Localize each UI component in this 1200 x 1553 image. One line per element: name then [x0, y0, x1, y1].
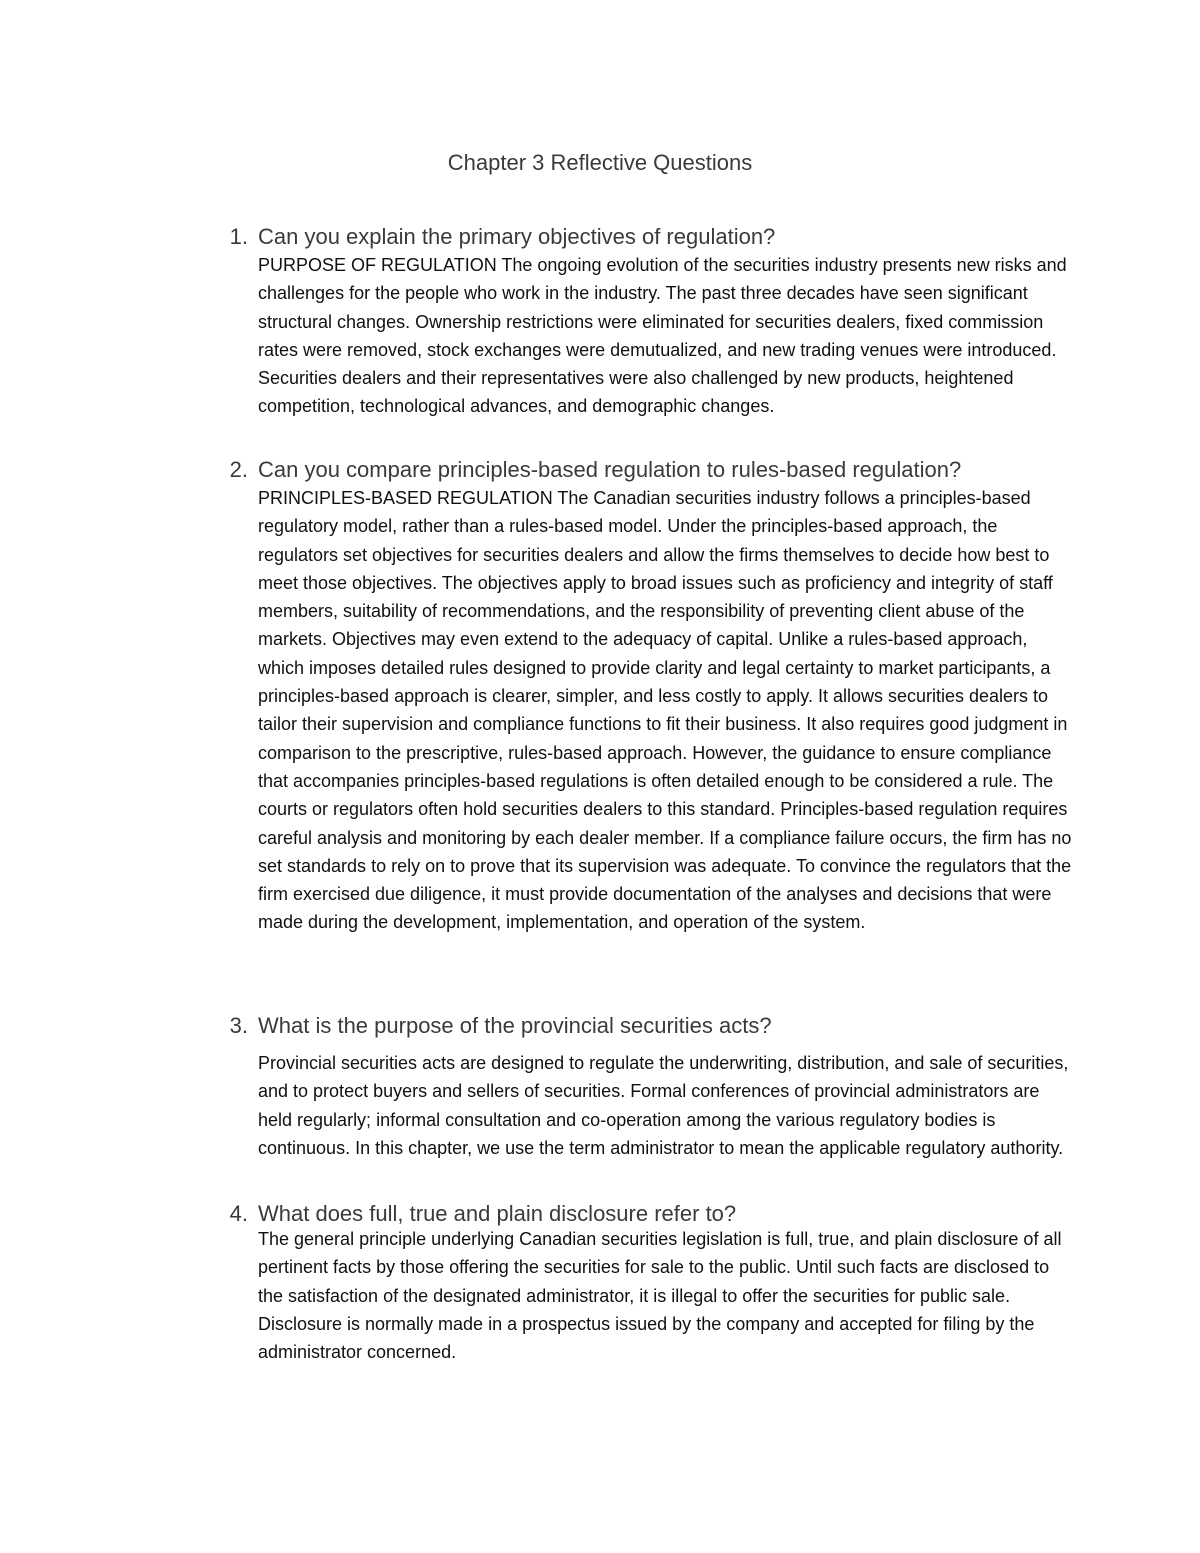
answer-text: PRINCIPLES-BASED REGULATION The Canadian securities industry follows a principles-based regulatory model, rather than a rules-based model. Under the principles-based approach, the regulators set objectives for securities dealers and allow the firms themselves to decide how best to meet those objectives. The objectives apply to broad issues such as proficiency and integrity of staff members, suitability of recommendations, and the responsibility of preventing client abuse of the markets. Objectives may even extend to the adequacy of capital. Unlike a rules-based approach, which imposes detailed rules designed to provide clarity and legal certainty to market participants, a principles-based approach is clearer, simpler, and less costly to apply. It allows securities dealers to tailor their supervision and compliance functions to fit their business. It also requires good judgment in comparison to the prescriptive, rules-based approach. However, the guidance to ensure compliance that accompanies principles-based regulations is often detailed enough to be considered a rule. The courts or regulators often hold securities dealers to this standard. Principles-based regulation requires careful analysis and monitoring by each dealer member. If a compliance failure occurs, the firm has no set standards to rely on to prove that its supervision was adequate. To convince the regulators that the firm exercised due diligence, it must provide documentation of the analyses and decisions that were made during the development, implementation, and operation of the system. [258, 488, 1072, 933]
question-heading [0, 455, 1200, 485]
question-number: 1. [229, 224, 248, 249]
question-number: 3. [229, 1013, 248, 1038]
question-item [0, 1199, 1200, 1363]
question-item [0, 455, 1200, 933]
document-title: Chapter 3 Reflective Questions [447, 150, 753, 175]
question-number: 2. [229, 457, 248, 482]
answer-text: Provincial securities acts are designed to regulate the underwriting, distribution, and sale of securities, and to protect buyers and sellers of securities. Formal conferences of provincial administrators are held regularly; informal consultation and co-operation among the various regulatory bodies is continuous. In this chapter, we use the term administrator to mean the applicable regulatory authority. [258, 1053, 1069, 1158]
answer-text: PURPOSE OF REGULATION The ongoing evolution of the securities industry presents new risks and challenges for the people who work in the industry. The past three decades have seen significant structural changes. Ownership restrictions were eliminated for securities dealers, fixed commission rates were removed, stock exchanges were demutualized, and new trading venues were introduced. Securities dealers and their representatives were also challenged by new products, heightened competition, technological advances, and demographic changes. [258, 255, 1067, 417]
question-text: Can you compare principles-based regulation to rules-based regulation? [258, 457, 962, 482]
question-heading [0, 1011, 1200, 1041]
question-number: 4. [229, 1201, 248, 1226]
question-text: What does full, true and plain disclosure refer to? [258, 1201, 737, 1226]
question-heading [0, 222, 1200, 252]
question-text: What is the purpose of the provincial securities acts? [258, 1013, 772, 1038]
question-item [0, 1011, 1200, 1158]
question-text: Can you explain the primary objectives of regulation? [258, 224, 776, 249]
answer-text: The general principle underlying Canadian securities legislation is full, true, and plain disclosure of all pertinent facts by those offering the securities for sale to the public. Until such facts are disclosed to the satisfaction of the designated administrator, it is illegal to offer the securities for public sale. Disclosure is normally made in a prospectus issued by the company and accepted for filing by the administrator concerned. [258, 1229, 1062, 1363]
question-item [0, 222, 1200, 417]
